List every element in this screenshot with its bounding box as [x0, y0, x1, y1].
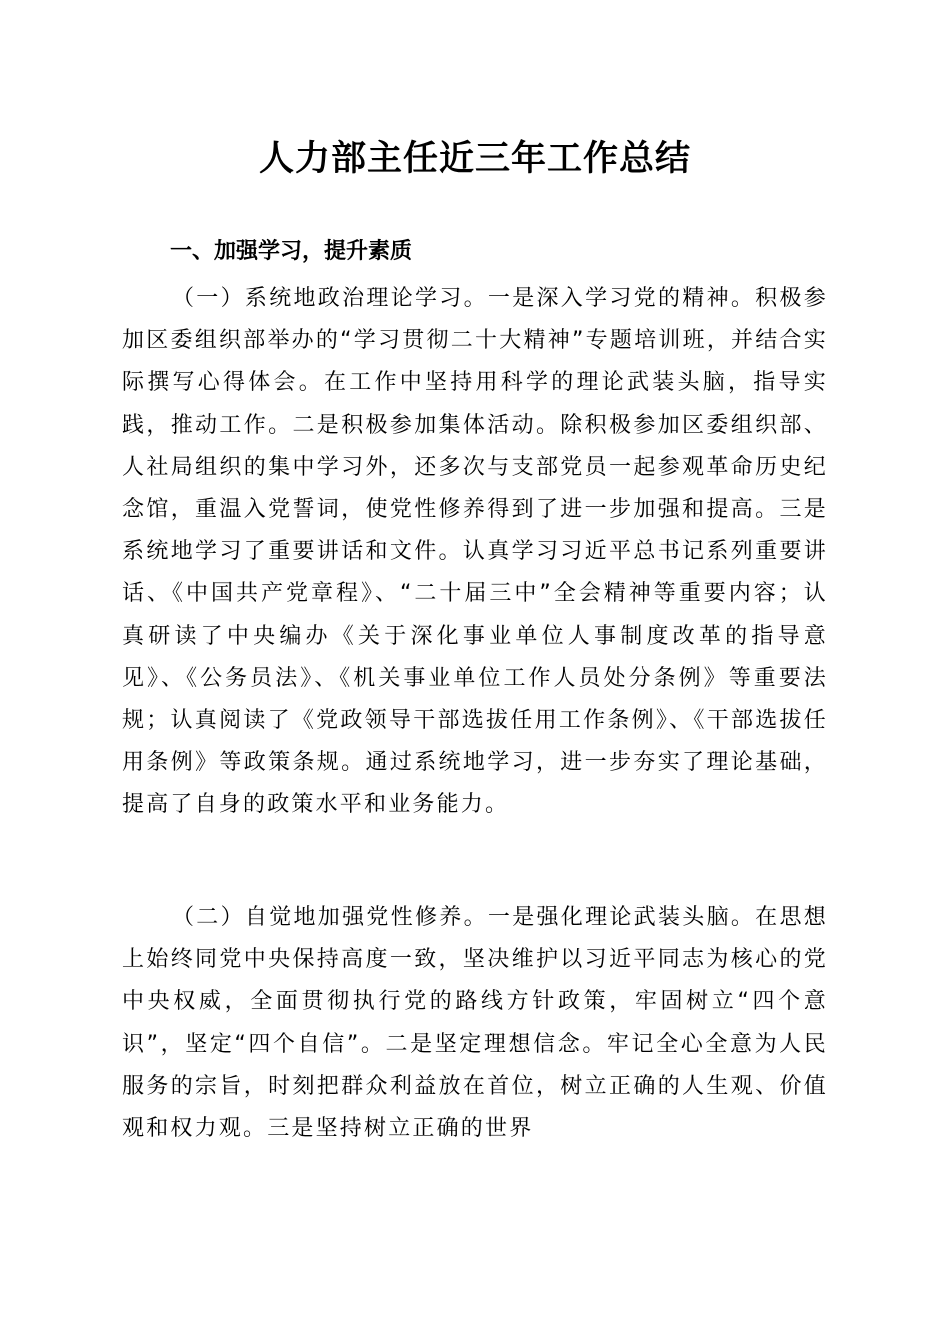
paragraph-1-lead: （一）系统地政治理论学习。 [172, 286, 488, 311]
paragraph-1 [122, 278, 828, 827]
paragraph-2-body: 一是强化理论武装头脑。在思想上始终同党中央保持高度一致，坚决维护以习近平同志为核心的党中央权威，全面贯彻执行党的路线方针政策，牢固树立“四个意识”，坚定“四个自信”。二是坚定理想信念。牢记全心全意为人民服务的宗旨，时刻把群众利益放在首位，树立正确的人生观、价值观和权力观。三是坚持树立正确的世界 [122, 905, 828, 1142]
document-title: 人力部主任近三年工作总结 [258, 138, 691, 179]
paragraph-2 [122, 897, 828, 1150]
paragraph-1-body: 一是深入学习党的精神。积极参加区委组织部举办的“学习贯彻二十大精神”专题培训班，并结合实际撰写心得体会。在工作中坚持用科学的理论武装头脑，指导实践，推动工作。二是积极参加集体活动。除积极参加区委组织部、人社局组织的集中学习外，还多次与支部党员一起参观革命历史纪念馆，重温入党誓词，使党性修养得到了进一步加强和提高。三是系统地学习了重要讲话和文件。认真学习习近平总书记系列重要讲话、《中国共产党章程》、“二十届三中”全会精神等重要内容；认真研读了中央编办《关于深化事业单位人事制度改革的指导意见》、《公务员法》、《机关事业单位工作人员处分条例》等重要法规；认真阅读了《党政领导干部选拔任用工作条例》、《干部选拔任用条例》等政策条规。通过系统地学习，进一步夯实了理论基础，提高了自身的政策水平和业务能力。 [122, 286, 828, 818]
paragraph-2-lead: （二）自觉地加强党性修养。 [172, 905, 488, 930]
section-heading-1: 一、加强学习，提升素质 [170, 239, 413, 264]
